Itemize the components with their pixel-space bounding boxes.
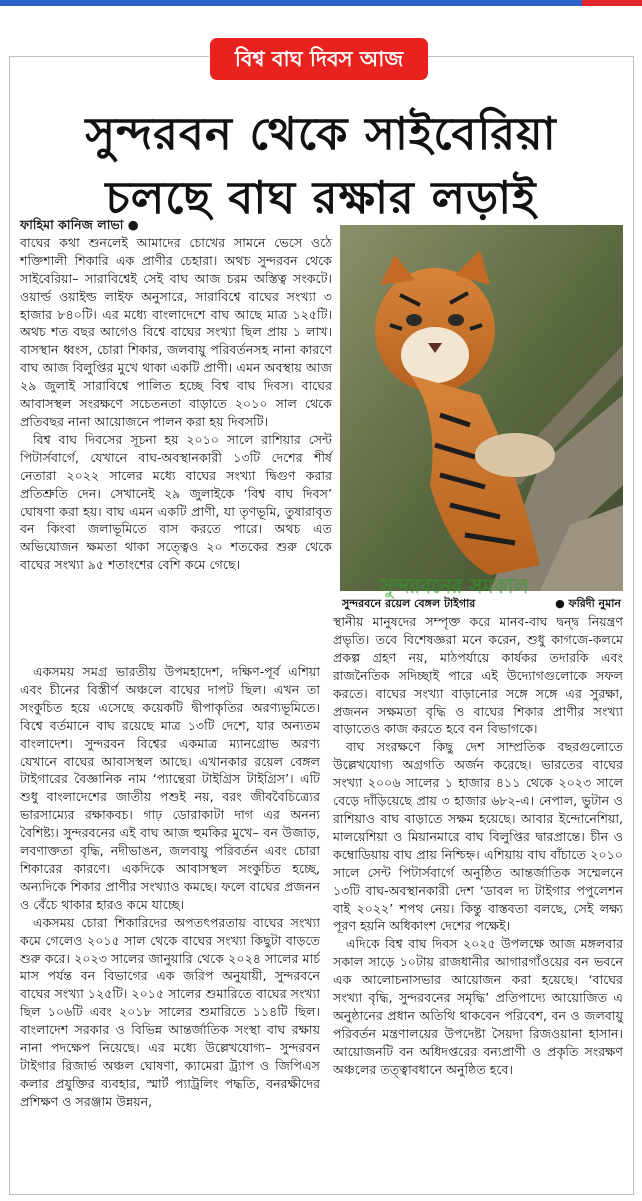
tiger-image <box>340 225 623 591</box>
photo-watermark: সুন্দরবনের সমকাল <box>380 574 529 598</box>
photo-caption: সুন্দরবনে রয়েল বেঙ্গল টাইগার <box>342 597 476 610</box>
column-left-bottom <box>20 663 320 1111</box>
paragraph: একসময় সমগ্র ভারতীয় উপমহাদেশ, দক্ষিণ-পূর্ব এশিয়া এবং চীনের বিস্তীর্ণ অঞ্চলে বাঘের দাপট ছিল। এখন তা সংকুচিত হয়ে এসেছে কয়েকটি দ্বীপাকৃতির অরণ্যভূমিতে। বিশ্বে বর্তমানে বাঘ রয়েছে মাত্র ১৩টি দেশে, যার অন্যতম বাংলাদেশ। সুন্দরবন বিশ্বের একমাত্র ম্যানগ্রোভ অরণ্য যেখানে বাঘের আবাসস্থল আছে। এখানকার রয়েল বেঙ্গল টাইগারের বৈজ্ঞানিক নাম ‘প্যান্থেরা টাইগ্রিস টাইগ্রিস’। এটি শুধু বাংলাদেশের জাতীয় পশুই নয়, বরং জীববৈচিত্র্যের ভারসাম্যের রক্ষাকবচ। গাঢ় ডোরাকাটা দাগ এর অনন্য বৈশিষ্ট্য। সুন্দরবনের এই বাঘ আজ হুমকির মুখে– বন উজাড়, লবণাক্ততা বৃদ্ধি, নদীভাঙন, জলবায়ু পরিবর্তন এবং চোরা শিকারের কারণে। একদিকে আবাসস্থল সংকুচিত হচ্ছে, অন্যদিকে শিকার প্রাণীর সংখ্যাও কমছে। ফলে বাঘের প্রজনন ও বেঁচে থাকার হারও কমে যাচ্ছে। <box>20 664 320 912</box>
frame-top-right <box>428 56 633 57</box>
frame-top-left <box>9 56 209 57</box>
headline-line-2: চলছে বাঘ রক্ষার লড়াই <box>105 171 537 224</box>
section-tag: বিশ্ব বাঘ দিবস আজ <box>210 38 428 80</box>
top-red-bar <box>582 0 642 6</box>
paragraph: স্থানীয় মানুষদের সম্পৃক্ত করে মানব-বাঘ দ্বন্দ্ব নিয়ন্ত্রণ প্রভৃতি। তবে বিশেষজ্ঞরা মনে করেন, শুধু কাগজে-কলমে প্রকল্প গ্রহণ নয়, মাঠপর্যায়ে কার্যকর তদারকি এবং রাজনৈতিক সদিচ্ছাই পারে এই উদ্যোগগুলোকে সফল করতে। বাঘের সংখ্যা বাড়ানোর সঙ্গে সঙ্গে এর সুরক্ষা, প্রজনন সক্ষমতা বৃদ্ধি ও বাঘের শিকার প্রাণীর সংখ্যা বাড়াতেও কাজ করতে হবে বন বিভাগকে। <box>333 614 623 737</box>
photo-caption-bar <box>340 595 623 611</box>
paragraph: বাঘের কথা শুনলেই আমাদের চোখের সামনে ভেসে ওঠে শক্তিশালী শিকারি এক প্রাণীর চেহারা। অথচ সুন্দরবন থেকে সাইবেরিয়া– সারাবিশ্বেই সেই বাঘ আজ চরম অস্তিত্ব সংকটে। ওয়ার্ল্ড ওয়াইল্ড লাইফ অনুসারে, সারাবিশ্বে বাঘের সংখ্যা ৩ হাজার ৮৪০টি। এর মধ্যে বাংলাদেশে বাঘ আছে মাত্র ১২৫টি। অথচ শত বছর আগেও বিশ্বে বাঘের সংখ্যা ছিল প্রায় ১ লাখ। বাসস্থান ধ্বংস, চোরা শিকার, জলবায়ু পরিবর্তনসহ নানা কারণে বাঘ আজ বিলুপ্তির মুখে থাকা একটি প্রাণী। এমন অবস্থায় আজ ২৯ জুলাই সারাবিশ্বে পালিত হচ্ছে বিশ্ব বাঘ দিবস। বাঘের আবাসস্থল সংরক্ষণে সচেতনতা বাড়াতে ২০১০ সাল থেকে প্রতিবছর নানা আয়োজনে পালন করা হয় দিবসটি। <box>20 234 332 429</box>
byline: ফাহিমা কানিজ লাভা ● <box>20 217 139 232</box>
top-color-bar <box>0 0 642 6</box>
column-right <box>333 613 623 1079</box>
photo-credit: ● ফরিদী নুমান <box>555 597 621 610</box>
column-left-top <box>20 216 332 574</box>
paragraph: এদিকে বিশ্ব বাঘ দিবস ২০২৫ উপলক্ষে আজ মঙ্গলবার সকাল সাড়ে ১০টায় রাজধানীর আগারগাঁওয়ের বন ভবনে এক আলোচনাসভার আয়োজন করা হয়েছে। ‘বাঘের সংখ্যা বৃদ্ধি, সুন্দরবনের সমৃদ্ধি’ প্রতিপাদ্যে আয়োজিত এ অনুষ্ঠানের প্রধান অতিথি থাকবেন পরিবেশ, বন ও জলবায়ু পরিবর্তন মন্ত্রণালয়ের উপদেষ্টা সৈয়দা রিজওয়ানা হাসান। আয়োজনটি বন অধিদপ্তরের বন্যপ্রাণী ও প্রকৃতি সংরক্ষণ অঞ্চলের তত্ত্বাবধানে অনুষ্ঠিত হবে। <box>333 936 623 1077</box>
paragraph: বিশ্ব বাঘ দিবসের সূচনা হয় ২০১০ সালে রাশিয়ার সেন্ট পিটার্সবার্গে, যেখানে বাঘ-অবস্থানকারী ১৩টি দেশের শীর্ষ নেতারা ২০২২ সালের মধ্যে বাঘের সংখ্যা দ্বিগুণ করার প্রতিশ্রুতি দেন। সেখানেই ২৯ জুলাইকে ‘বিশ্ব বাঘ দিবস’ ঘোষণা করা হয়। বাঘ এমন একটি প্রাণী, যা তৃণভূমি, তুষারাবৃত বন কিংবা জলাভূমিতে বাস করতে পারে। অথচ এত অভিযোজন ক্ষমতা থাকা সত্ত্বেও ২০ শতকের শুরু থেকে বাঘের সংখ্যা ৯৫ শতাংশের বেশি কমে গেছে। <box>20 431 332 573</box>
headline-line-1: সুন্দরবন থেকে সাইবেরিয়া <box>85 107 557 160</box>
tiger-photo <box>340 225 623 591</box>
paragraph: বাঘ সংরক্ষণে কিছু দেশ সাম্প্রতিক বছরগুলোতে উল্লেখযোগ্য অগ্রগতি অর্জন করেছে। ভারতের বাঘের সংখ্যা ২০০৬ সালের ১ হাজার ৪১১ থেকে ২০২৩ সালে বেড়ে দাঁড়িয়েছে প্রায় ৩ হাজার ৬৮২-এ। নেপাল, ভুটান ও রাশিয়াও বাঘ বাড়াতে সক্ষম হয়েছে। আবার ইন্দোনেশিয়া, মালয়েশিয়া ও মিয়ানমারে বাঘ বিলুপ্তির দ্বারপ্রান্তে। চীন ও কম্বোডিয়ায় বাঘ প্রায় নিশ্চিহ্ন। এশিয়ায় বাঘ বাঁচাতে ২০১০ সালে সেন্ট পিটার্সবার্গে অনুষ্ঠিত আন্তর্জাতিক সম্মেলনে ১৩টি বাঘ-অবস্থানকারী দেশ ‘ডাবল দ্য টাইগার পপুলেশন বাই ২০২২’ শপথ নেয়। কিন্তু বাস্তবতা বলছে, সেই লক্ষ্য পূরণ হয়নি অধিকাংশ দেশের পক্ষেই। <box>333 739 623 934</box>
paragraph: একসময় চোরা শিকারিদের অপতৎপরতায় বাঘের সংখ্যা কমে গেলেও ২০১৫ সাল থেকে বাঘের সংখ্যা কিছুটা বাড়তে শুরু করে। ২০২৩ সালের জানুয়ারি থেকে ২০২৪ সালের মার্চ মাস পর্যন্ত বন বিভাগের এক জরিপ অনুযায়ী, সুন্দরবনে বাঘের সংখ্যা ১২৫টি। ২০১৫ সালের শুমারিতে বাঘের সংখ্যা ছিল ১০৬টি এবং ২০১৮ সালের শুমারিতে ১১৪টি ছিল। বাংলাদেশ সরকার ও বিভিন্ন আন্তর্জাতিক সংস্থা বাঘ রক্ষায় নানা পদক্ষেপ নিয়েছে। এর মধ্যে উল্লেখযোগ্য– সুন্দরবন টাইগার রিজার্ভ অঞ্চল ঘোষণা, ক্যামেরা ট্র্যাপ ও জিপিএস কলার প্রযুক্তির ব্যবহার, স্মার্ট প্যাট্রলিং পদ্ধতি, বনরক্ষীদের প্রশিক্ষণ ও সরঞ্জাম উন্নয়ন, <box>20 914 320 1109</box>
